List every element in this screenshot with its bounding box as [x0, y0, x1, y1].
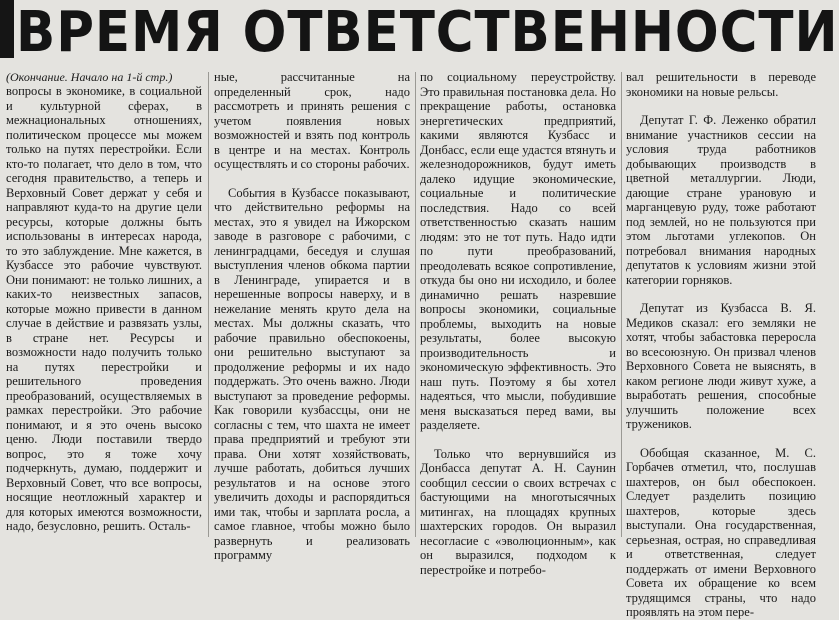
column-3 [420, 70, 616, 577]
column-4 [626, 70, 816, 619]
paragraph: по социальному переустройству. Это правильная постановка дела. Но прекращение работы, остановка энергетических предприятий, какими являются Кузбасс и Донбасс, если еще удастся втянуть и железнодорожников, будут иметь далеко идущие экономические, социальные и политические последствия. Надо со всей ответственностью сказать нашим людям: это не тот путь. Надо идти по пути преобразований, преодолевать всякое сопротивление, откуда бы оно ни исходило, и более динамично решать назревшие вопросы экономики, социальные проблемы, выходить на новые результаты, более высокую производительность и экономическую эффективность. Это наш путь. Поэтому я бы хотел надеяться, что мысли, побудившие меня высказаться перед вами, вы разделяете. [420, 70, 616, 432]
headline-decor-bar [0, 0, 14, 58]
column-divider [415, 72, 416, 537]
paragraph: ные, рассчитанные на определенный срок, надо рассмотреть и принять решения с учетом появления новых возможностей и взять под контроль в центре и на местах. Контроль осуществлять и со стороны рабочих. [214, 70, 410, 171]
paragraph: вопросы в экономике, в социальной и культурной сферах, в межнациональных отношениях, политическом процессе мы можем только на путях перестройки. Если кто-то полагает, что дело в том, что сегодня правительство, а теперь и Верховный Совет держат у себя и направляют куда-то на другие цели ресурсы, которые должны быть использованы в интересах народа, то это заблуждение. Мне кажется, в Кузбассе это рабочие чувствуют. Они понимают: не только лишних, а каких-то неизвестных запасов, которые можно привести в данном случае в действие и развязать узлы, в стране нет. Ресурсы и возможности надо получить только на путях перестройки и решительного проведения преобразований, осуществляемых в рамках перестройки. Это рабочие понимают, и я это очень высоко ценю. Люди поставили твердо вопрос, это я тоже хочу подчеркнуть, думаю, поддержит и Верховный Совет, что все вопросы, носящие неотложный характер и для которых имеются возможности, надо, безусловно, решить. Осталь- [6, 84, 202, 533]
paragraph: События в Кузбассе показывают, что действительно реформы на местах, это я увидел на Ижорском заводе в разговоре с рабочими, с ленинградцами, беседуя и слушая выступления членов обкома партии в Ленинграде, упирается и в нерешенные вопросы наверху, и в нежелание менять круто дела на местах. Мы должны сказать, что рабочие правильно обеспокоены, они решительно выступают за продолжение реформы и их надо поддержать. Это очень важно. Люди выступают за проведение реформы. Как говорили кузбассцы, они не согласны с тем, что шахта не имеет права предприятий и требуют эти права. Они хотят хозяйствовать, лучше работать, добиться лучших результатов и на основе этого увеличить доходы и распорядиться ими так, чтобы и зарплата росла, а самое главное, чтобы можно было развернуть и реализовать программу [214, 185, 410, 562]
column-divider [621, 72, 622, 537]
paragraph: Обобщая сказанное, М. С. Горбачев отметил, что, послушав шахтеров, он был обеспокоен. Следует разделить позицию шахтеров, которые здесь выступали. Она государственная, серьезная, острая, но справедливая и ответственная, следует поддержать от имени Верховного Совета их обращение ко всем трудящимся страны, что надо проявлять на этом пере- [626, 445, 816, 619]
column-2 [214, 70, 410, 562]
headline: ВРЕМЯ ОТВЕТСТВЕННОСТИ [16, 0, 839, 65]
paragraph: вал решительности в переводе экономики на новые рельсы. [626, 70, 816, 99]
paragraph: Только что вернувшийся из Донбасса депутат А. Н. Саунин сообщил сессии о своих встречах с бастующими на многотысячных митингах, на площадях крупных шахтерских городов. Он выразил несогласие с «эволюционным», как он выразился, подходом к перестройке и потребо- [420, 446, 616, 577]
column-1 [6, 70, 202, 537]
continuation-note: (Окончание. Начало на 1-й стр.) [6, 70, 173, 84]
paragraph: Депутат Г. Ф. Леженко обратил внимание участников сессии на условия труда работников добывающих производств в цветной металлургии. Люди, дающие стране урановую и марганцевую руду, тоже работают под землей, но не пользуются при этом льготами углекопов. Он потребовал внимания народных депутатов к условиям жизни этой категории горняков. [626, 113, 816, 287]
paragraph: Депутат из Кузбасса В. Я. Медиков сказал: его земляки не хотят, чтобы забастовка переросла во всесоюзную. Он призвал членов Верховного Совета не выяснять, в каком регионе люди живут хуже, а выработать решения, способные улучшить положение всех тружеников. [626, 301, 816, 431]
column-divider [208, 72, 209, 537]
